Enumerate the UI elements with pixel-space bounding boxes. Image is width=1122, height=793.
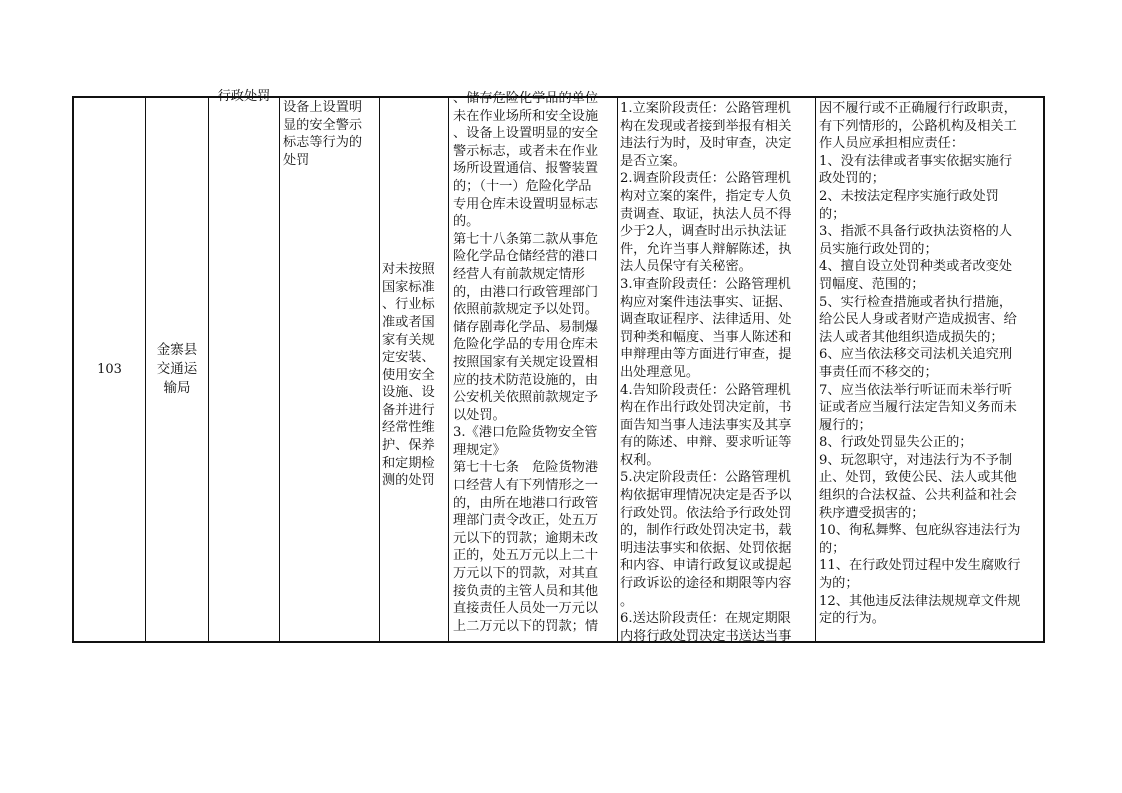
sub-item-text: 对未按照 国家标准 、行业标 准或者国 家有关规 定安装、 使用安全 设施、设 备并进行 经常性维 护、保养 和定期检 测的处罚 <box>382 262 435 489</box>
power-list-table <box>72 89 1045 644</box>
legal-basis-cell <box>449 91 617 641</box>
category-cell <box>209 89 279 641</box>
accountability-text: 因不履行或不正确履行行政职责， 有下列情形的，公路机构及相关工 作人员应承担相应责任： 1、没有法律或者事实依据实施行 政处罚的； 2、未按法定程序实施行政处罚 的； 3、指派不具备行政执法资格的人 员实施行政处罚的； 4、擅自设立处罚种类或者改变处 罚幅度、范围的； 5、实行检查措施或者执行措施， 给公民人身或者财产造成损害、给 法人或者其他组织造成损失的； 6、应当依法移交司法机关追究刑 事责任而不移交的； 7、应当依法举行听证而未举行听 证或者应当履行法定告知义务而未 履行的； 8、行政处罚显失公正的； 9、玩忽职守，对违法行为不予制 止、处罚，致使公民、法人或其他 组织的合法权益、公共利益和社会 秩序遭受损害的； 10、徇私舞弊、包庇纵容违法行为 的； 11、在行政处罚过程中发生腐败行 为的； 12、其他违反法律法规规章文件规 定的行为。 <box>819 101 1021 627</box>
department-cell <box>146 98 208 641</box>
department-name: 金寨县 交通运 输局 <box>156 342 198 396</box>
responsibility-text: 1.立案阶段责任：公路管理机 构在发现或者接到举报有相关 违法行为时，及时审查，决定 是否立案。 2.调查阶段责任：公路管理机 构对立案的案件，指定专人负 责调查、取证，执法人员不得 少于2人，调查时出示执法证 件，允许当事人辩解陈述，执 法人员保守有关秘密。 3.审查阶段责任：公路管理机 构应对案件违法事实、证据、 调查取证程序、法律适用、处 罚种类和幅度、当事人陈述和 申辩理由等方面进行审查，提 出处理意见。 4.告知阶段责任：公路管理机 构在作出行政处罚决定前，书 面告知当事人违法事实及其享 有的陈述、申辩、要求听证等 权利。 5.决定阶段责任：公路管理机 构依据审理情况决定是否予以 行政处罚。依法给予行政处罚 的，制作行政处罚决定书，载 明违法事实和依据、处罚依据 和内容、申请行政复议或提起 行政诉讼的途径和期限等内容 。 6.送达阶段责任：在规定期限 内将行政处罚决定书送达当事 <box>620 101 792 644</box>
accountability-cell <box>816 98 1045 641</box>
seq-cell <box>74 98 145 641</box>
legal-basis-text: 、储存危险化学品的单位 未在作业场所和安全设施 、设备上设置明显的安全 警示标志，或者未在作业 场所设置通信、报警装置 的；（十一）危险化学品 专用仓库未设置明显标志 的。 第七十八条第二款从事危 险化学品仓储经营的港口 经营人有前款规定情形 的，由港口行政管理部门 依照前款规定予以处罚。 储存剧毒化学品、易制爆 危险化学品的专用仓库未 按照国家有关规定设置相 应的技术防范设施的，由 公安机关依照前款规定予 以处罚。 3.《港口危险货物安全管 理规定》 第七十七条 危险货物港 口经营人有下列情形之一 的，由所在地港口行政管 理部门责令改正，处五万 元以下的罚款；逾期未改 正的，处五万元以上二十 万元以下的罚款，对其直 接负责的主管人员和其他 直接责任人员处一万元以 上二万元以下的罚款；情 <box>453 91 599 634</box>
item-name-text: 设备上设置明 显的安全警示 标志等行为的 处罚 <box>283 100 363 168</box>
responsibility-cell <box>618 98 815 644</box>
seq-number: 103 <box>97 361 122 377</box>
category-text: 行政处罚 <box>217 89 271 104</box>
item-name-cell <box>280 98 379 641</box>
sub-item-cell <box>380 98 448 641</box>
